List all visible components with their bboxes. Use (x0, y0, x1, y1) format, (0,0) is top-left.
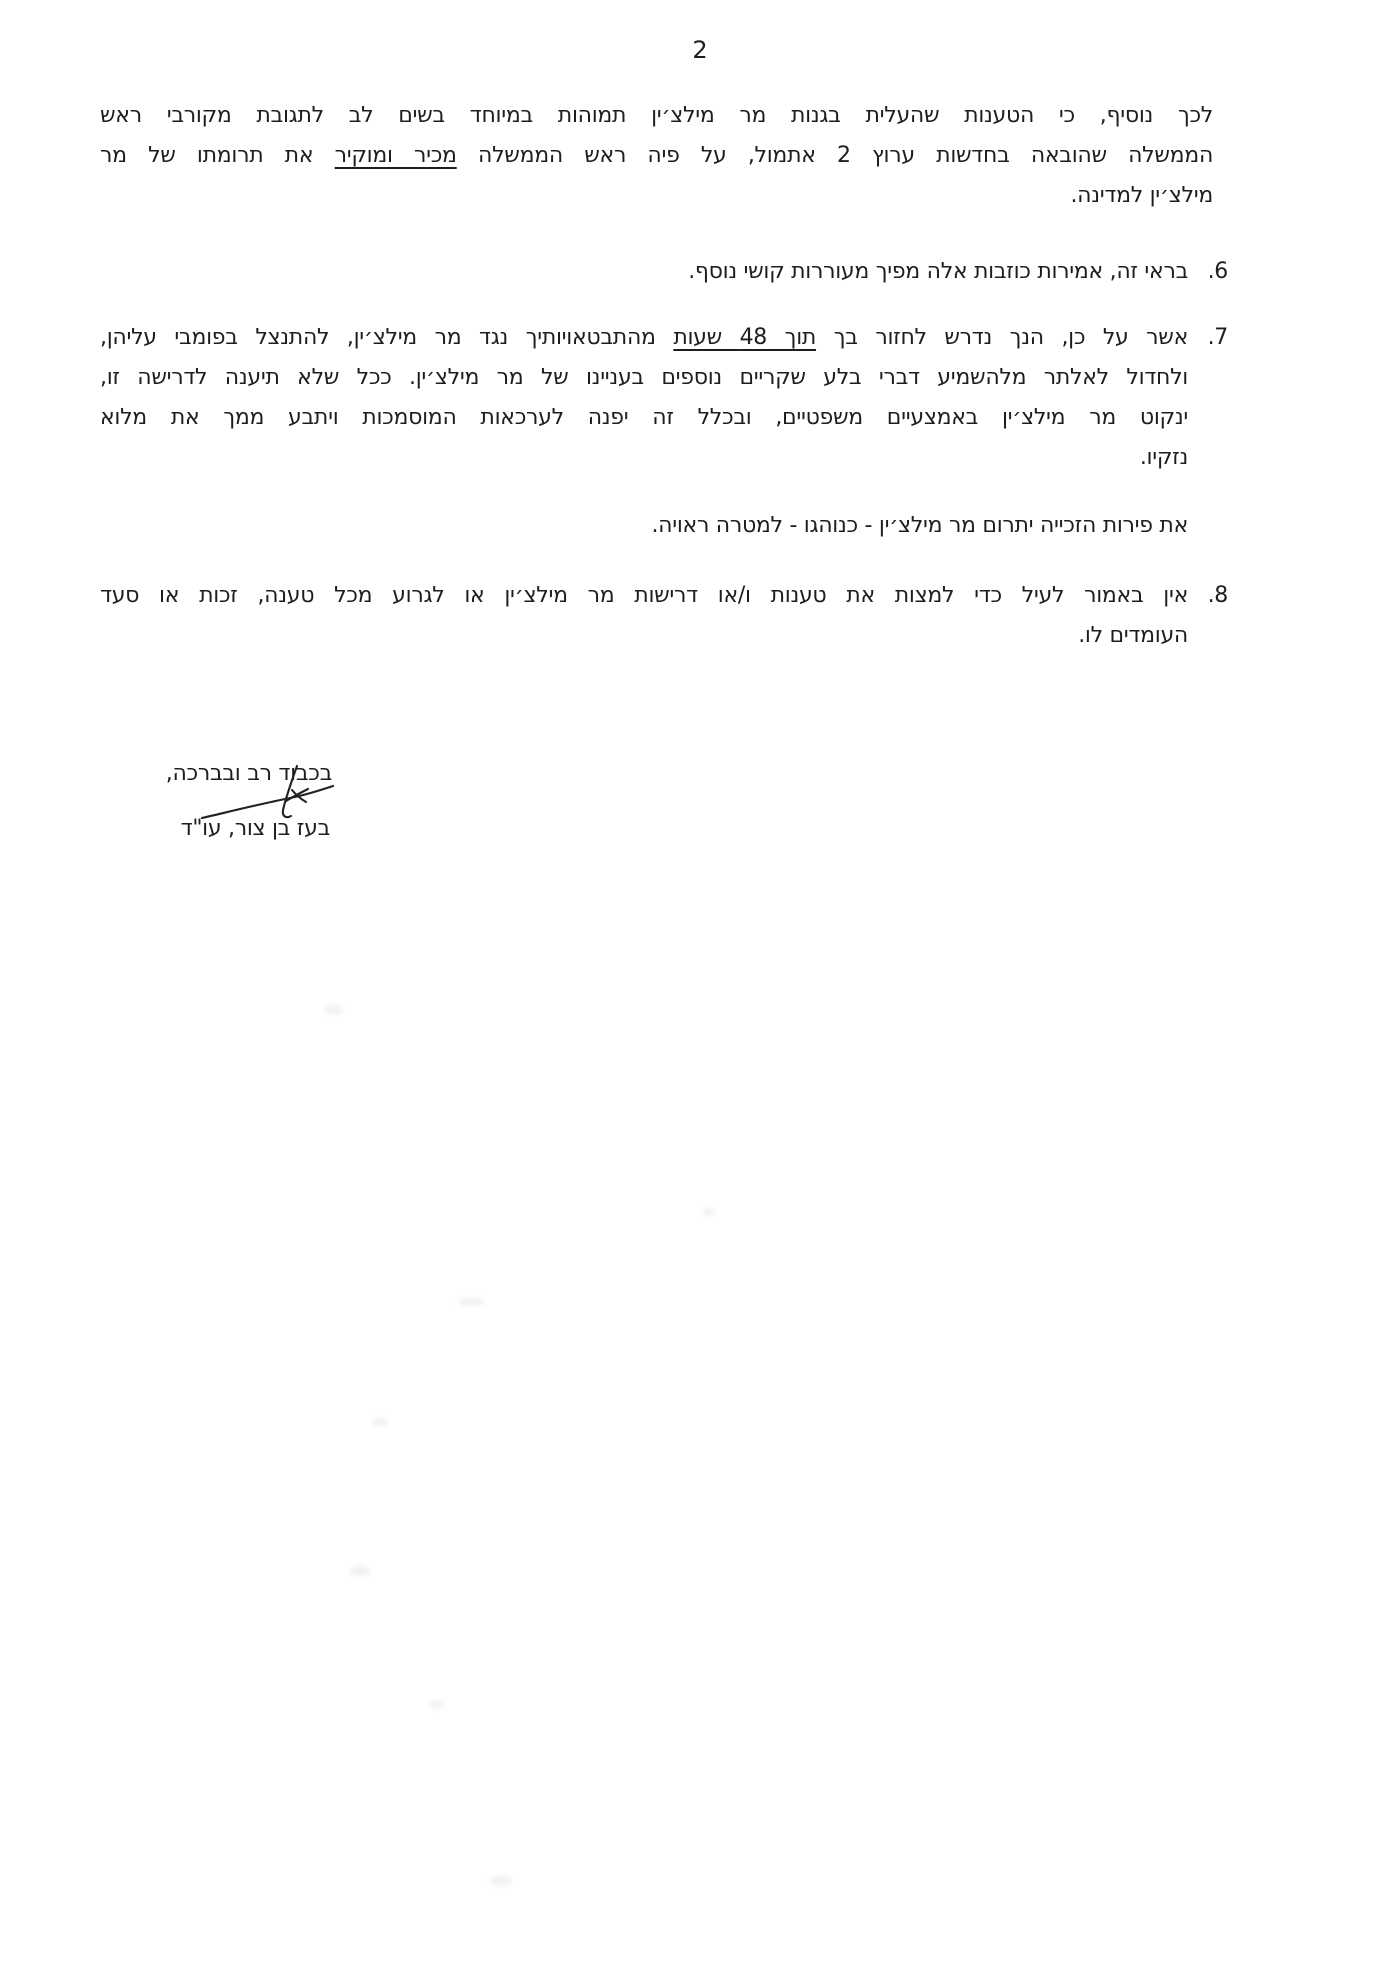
underlined-phrase: תוך 48 שעות (673, 325, 817, 350)
item-number: 7. (1207, 325, 1228, 350)
scan-speck (458, 1298, 484, 1306)
list-item-7 (100, 318, 1228, 478)
page-number: 2 (692, 36, 708, 64)
scan-speck (372, 1418, 388, 1426)
text-line (100, 438, 1188, 478)
text-segment: ינקוט מר מילצ׳ין באמצעיים משפטיים, ובכלל זה יפנה לערכאות המוסמכות ויתבע ממך את מלוא (100, 405, 1188, 430)
underlined-phrase: מכיר ומוקיר (334, 143, 457, 168)
scan-speck (702, 1208, 715, 1216)
attorney-name: בעז בן צור, עו"ד (180, 816, 330, 841)
scan-speck (325, 1005, 343, 1015)
text-segment: בראי זה, אמירות כוזבות אלה מפיך מעוררות קושי נוסף. (688, 259, 1188, 284)
item-number: 6. (1207, 259, 1228, 284)
text-segment: לכך נוסיף, כי הטענות שהעלית בגנות מר מילצ׳ין תמוהות במיוחד בשים לב לתגובת מקורבי ראש (100, 103, 1213, 128)
scan-speck (430, 1700, 444, 1709)
donation-note (100, 506, 1188, 546)
text-line (100, 318, 1188, 358)
text-segment: מהתבטאויותיך נגד מר מילצ׳ין, להתנצל בפומבי עליהן, (100, 325, 674, 350)
signoff-salutation: בכבוד רב ובברכה, (165, 761, 332, 786)
item-text (100, 252, 1188, 292)
text-segment: מילצ׳ין למדינה. (1070, 183, 1213, 208)
list-item-6 (100, 252, 1228, 292)
text-line (100, 136, 1213, 176)
text-line (100, 96, 1213, 136)
text-line (100, 358, 1188, 398)
text-segment: אשר על כן, הנך נדרש לחזור בך (816, 325, 1188, 350)
text-line (100, 176, 1213, 216)
scan-speck (350, 1565, 370, 1577)
signature-curve (283, 766, 297, 817)
text-segment: נזקיו. (1139, 445, 1188, 470)
text-segment: הממשלה שהובאה בחדשות ערוץ 2 אתמול, על פיה ראש הממשלה (456, 143, 1213, 168)
text-line (100, 616, 1188, 656)
paragraph-intro (100, 96, 1213, 216)
scan-speck (490, 1876, 512, 1886)
text-segment: את פירות הזכייה יתרום מר מילצ׳ין - כנוהגו - למטרה ראויה. (651, 513, 1188, 538)
text-segment: העומדים לו. (1078, 623, 1188, 648)
text-line (100, 252, 1188, 292)
list-item-8 (100, 576, 1228, 656)
text-segment: אין באמור לעיל כדי למצות את טענות ו/או דרישות מר מילצ׳ין או לגרוע מכל טענה, זכות או סעד (100, 583, 1188, 608)
text-segment: ולחדול לאלתר מלהשמיע דברי בלע שקריים נוספים בעניינו של מר מילצ׳ין. ככל שלא תיענה לדרישה זו, (100, 365, 1188, 390)
item-text (100, 318, 1188, 478)
text-segment: את תרומתו של מר (100, 143, 335, 168)
item-text (100, 576, 1188, 656)
text-line (100, 398, 1188, 438)
text-line (100, 576, 1188, 616)
item-number: 8. (1207, 583, 1228, 608)
text-line (100, 506, 1188, 546)
